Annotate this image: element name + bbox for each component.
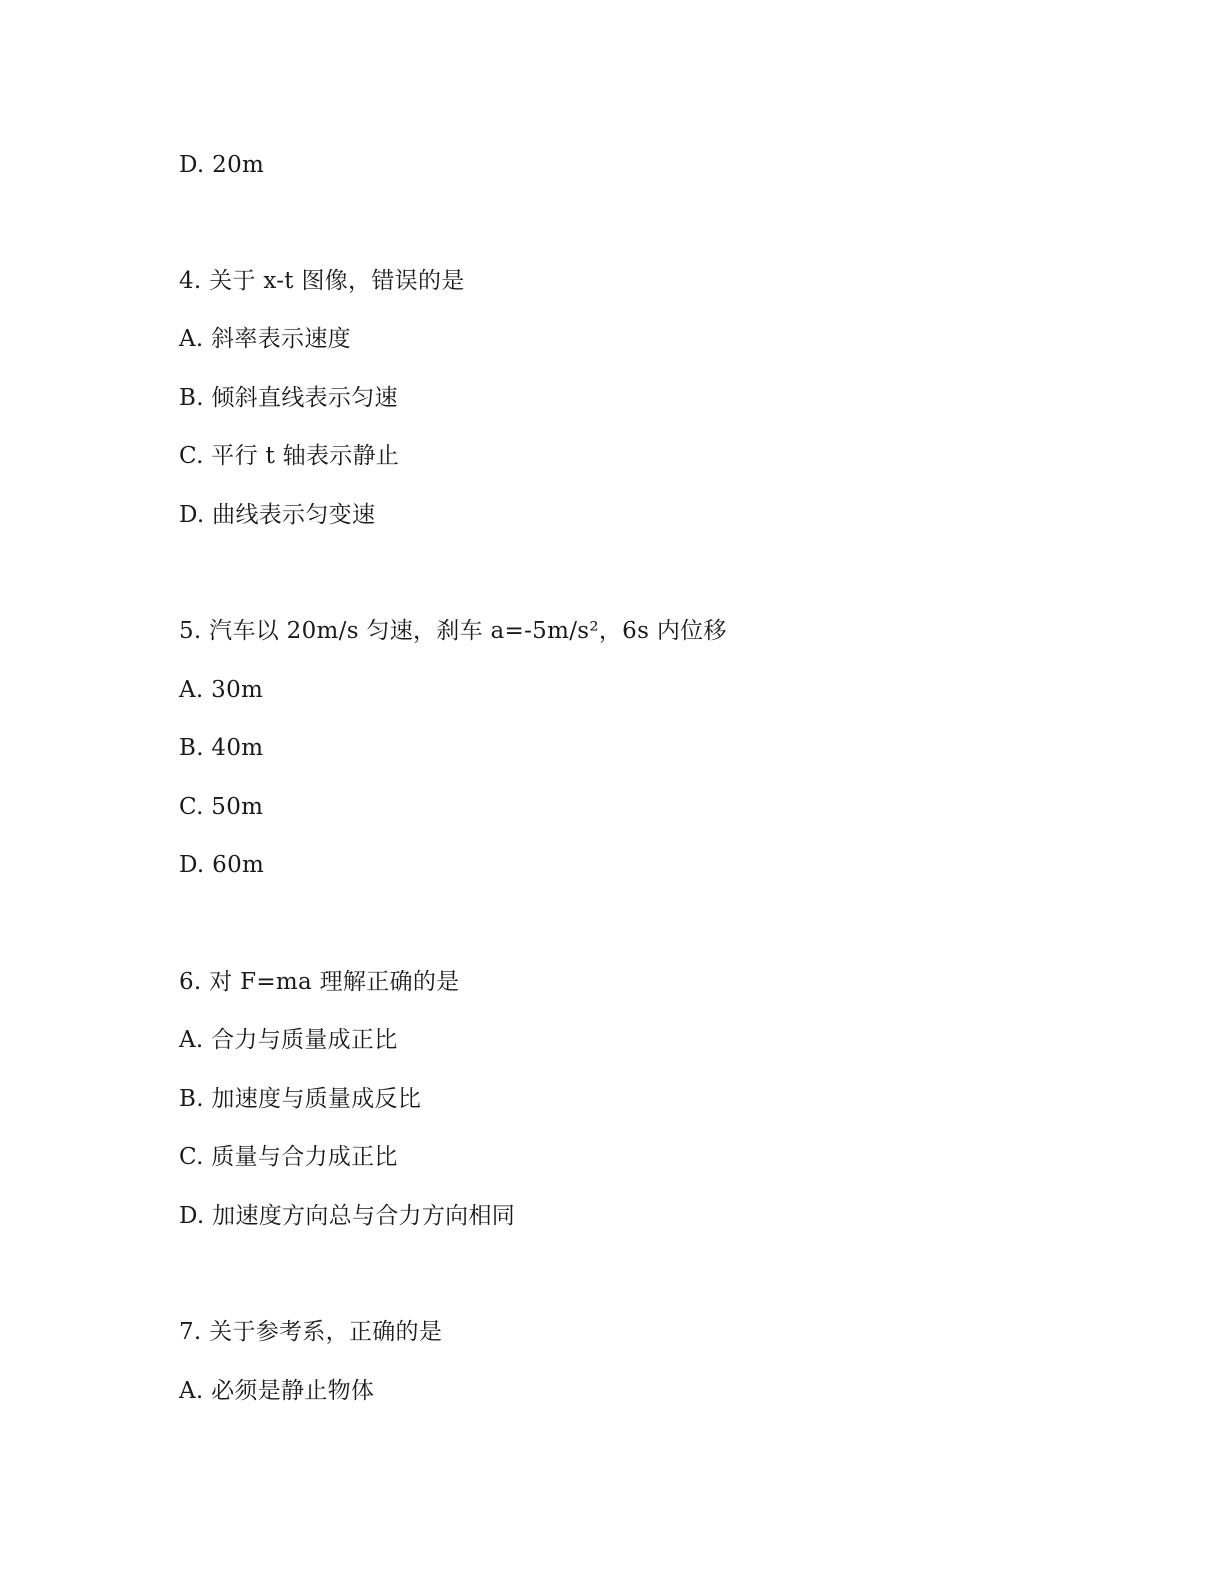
q5-option-c: C. 50m [179, 794, 264, 820]
q6-option-c: C. 质量与合力成正比 [179, 1144, 398, 1170]
q6-question: 6. 对 F=ma 理解正确的是 [179, 969, 460, 995]
q4-option-b: B. 倾斜直线表示匀速 [179, 385, 398, 411]
q4-option-d: D. 曲线表示匀变速 [179, 502, 376, 528]
q6-option-d: D. 加速度方向总与合力方向相同 [179, 1203, 516, 1229]
q4-question: 4. 关于 x-t 图像，错误的是 [179, 268, 465, 294]
q7-option-a: A. 必须是静止物体 [179, 1378, 375, 1404]
q4-option-c: C. 平行 t 轴表示静止 [179, 443, 400, 469]
q5-question: 5. 汽车以 20m/s 匀速，刹车 a=-5m/s²，6s 内位移 [179, 618, 727, 644]
q4-option-a: A. 斜率表示速度 [179, 326, 351, 352]
q5-option-d: D. 60m [179, 852, 265, 878]
q5-option-a: A. 30m [179, 677, 264, 703]
q3-option-d: D. 20m [179, 152, 265, 178]
q7-question: 7. 关于参考系，正确的是 [179, 1319, 443, 1345]
q6-option-b: B. 加速度与质量成反比 [179, 1086, 422, 1112]
q6-option-a: A. 合力与质量成正比 [179, 1027, 398, 1053]
q5-option-b: B. 40m [179, 735, 264, 761]
